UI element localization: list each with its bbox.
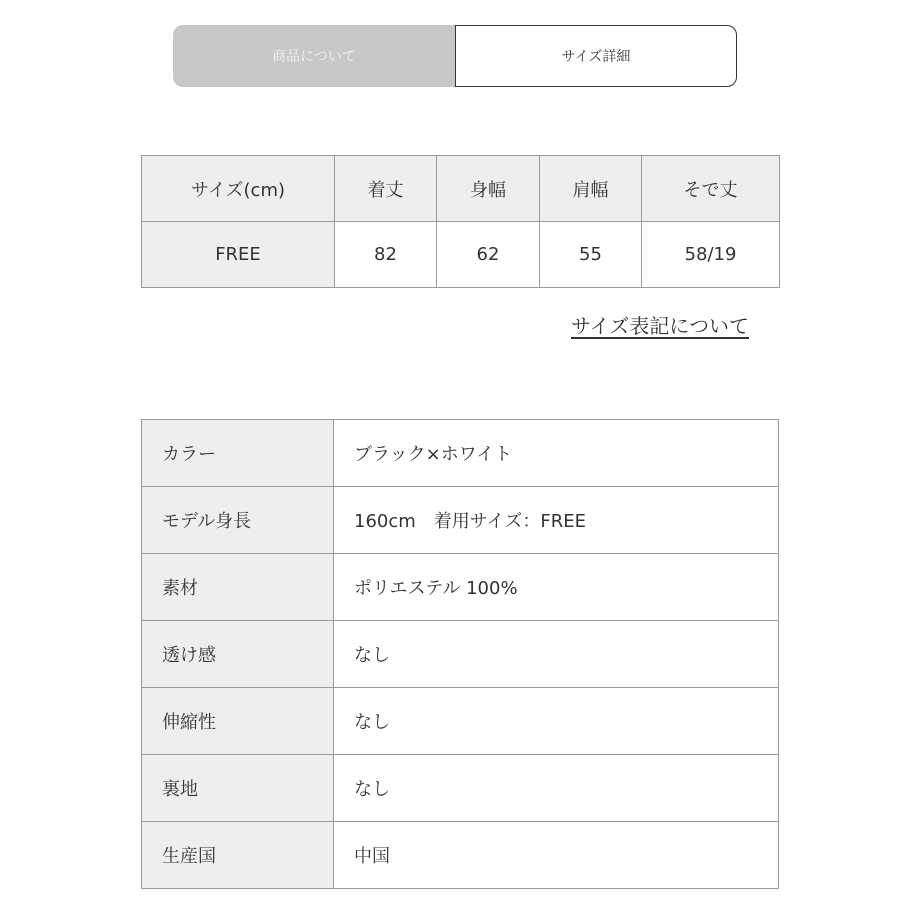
detail-row-material bbox=[142, 554, 779, 621]
detail-label: 透け感 bbox=[142, 621, 334, 688]
detail-value: なし bbox=[334, 755, 779, 822]
size-table-header-row bbox=[142, 156, 780, 222]
detail-table bbox=[141, 419, 779, 889]
detail-value: なし bbox=[334, 621, 779, 688]
detail-value: ブラック×ホワイト bbox=[334, 420, 779, 487]
tab-size-detail[interactable]: サイズ詳細 bbox=[455, 25, 737, 87]
detail-label: 伸縮性 bbox=[142, 688, 334, 755]
detail-row-lining bbox=[142, 755, 779, 822]
size-table-cell: 82 bbox=[335, 222, 437, 288]
detail-row-stretch bbox=[142, 688, 779, 755]
size-table-header: そで丈 bbox=[642, 156, 780, 222]
tab-bar bbox=[173, 25, 737, 87]
tab-product-info[interactable]: 商品について bbox=[173, 25, 455, 87]
size-table-header: 着丈 bbox=[335, 156, 437, 222]
size-table-cell: 55 bbox=[540, 222, 642, 288]
detail-value: 160cm 着用サイズ：FREE bbox=[334, 487, 779, 554]
size-table-header: 身幅 bbox=[437, 156, 540, 222]
size-table-cell: 58/19 bbox=[642, 222, 780, 288]
detail-label: モデル身長 bbox=[142, 487, 334, 554]
detail-label: 裏地 bbox=[142, 755, 334, 822]
size-table-cell: 62 bbox=[437, 222, 540, 288]
size-table bbox=[141, 155, 780, 288]
detail-label: カラー bbox=[142, 420, 334, 487]
size-table-header: 肩幅 bbox=[540, 156, 642, 222]
detail-row-origin bbox=[142, 822, 779, 889]
detail-value: ポリエステル 100% bbox=[334, 554, 779, 621]
detail-value: なし bbox=[334, 688, 779, 755]
size-table-row bbox=[142, 222, 780, 288]
detail-label: 生産国 bbox=[142, 822, 334, 889]
detail-row-sheerness bbox=[142, 621, 779, 688]
detail-label: 素材 bbox=[142, 554, 334, 621]
detail-row-model-height bbox=[142, 487, 779, 554]
size-table-cell: FREE bbox=[142, 222, 335, 288]
size-table-header: サイズ(cm) bbox=[142, 156, 335, 222]
detail-value: 中国 bbox=[334, 822, 779, 889]
detail-row-color bbox=[142, 420, 779, 487]
size-notation-link[interactable]: サイズ表記について bbox=[571, 314, 749, 338]
